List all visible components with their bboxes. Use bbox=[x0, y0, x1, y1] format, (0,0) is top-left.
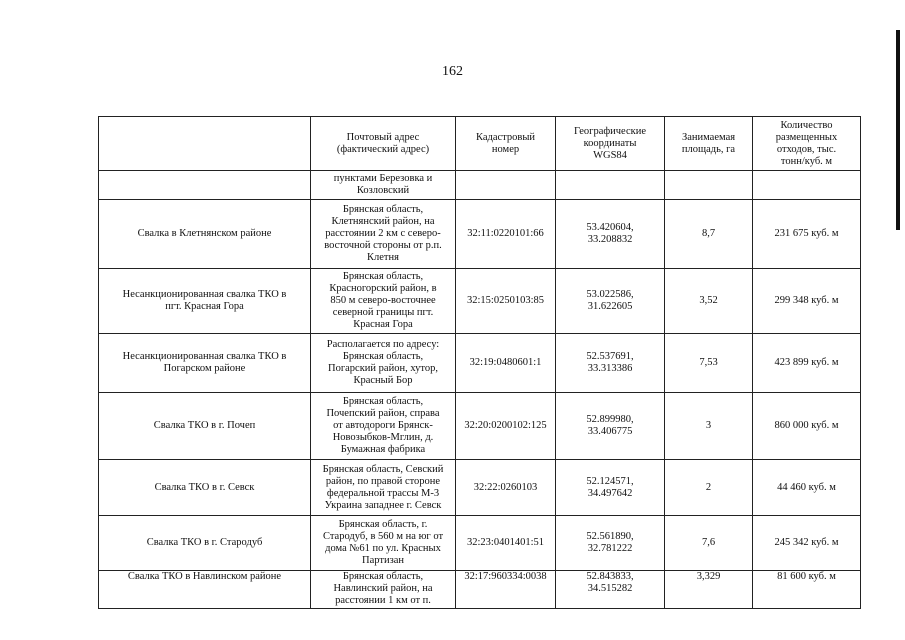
table-row bbox=[99, 460, 861, 516]
cell-line: 52.124571, bbox=[586, 475, 634, 487]
cell-line: 52.537691, bbox=[586, 351, 634, 362]
continuation-row bbox=[99, 171, 861, 200]
cell-line: 33.208832 bbox=[587, 234, 633, 245]
cell-line: Красная Гора bbox=[353, 319, 413, 330]
cell-line: Клетнянский район, на bbox=[331, 216, 435, 227]
cell-line: расстоянии 2 км с северо- bbox=[325, 228, 441, 239]
cell-line: 53.022586, bbox=[586, 289, 634, 300]
cell-name bbox=[99, 460, 311, 516]
cell-line: Бумажная фабрика bbox=[340, 444, 426, 455]
table-row bbox=[99, 571, 861, 609]
cell-name bbox=[99, 334, 311, 393]
cell-line: Новозыбков-Мглин, д. bbox=[332, 432, 434, 443]
cell-line: 32.781222 bbox=[587, 543, 633, 554]
cell-name bbox=[99, 171, 311, 200]
header-waste bbox=[753, 117, 861, 171]
cell-address bbox=[311, 393, 456, 460]
cell-line: Брянская область, г. bbox=[338, 519, 428, 530]
cell-line: Украина западнее г. Севск bbox=[324, 499, 442, 511]
cell-name bbox=[99, 516, 311, 571]
cell-line: Брянская область, bbox=[342, 396, 424, 407]
cell-cadastral: 32:20:0200102:125 bbox=[456, 393, 556, 460]
cell-cadastral: 32:17:960334:0038 bbox=[456, 571, 556, 609]
cell-line: тонн/куб. м bbox=[780, 155, 833, 167]
table-row bbox=[99, 269, 861, 334]
cell-address bbox=[311, 516, 456, 571]
scan-edge-mark bbox=[896, 30, 900, 230]
cell-coordinates bbox=[556, 200, 665, 269]
cell-line: 34.515282 bbox=[587, 583, 633, 594]
cell-cadastral: 32:11:0220101:66 bbox=[456, 200, 556, 269]
cell-line: 52.561890, bbox=[586, 531, 634, 542]
cell-line: Свалка в Клетнянском районе bbox=[137, 228, 272, 239]
cell-area: 3,52 bbox=[665, 269, 753, 334]
cell-line: WGS84 bbox=[593, 149, 627, 161]
cell-coordinates bbox=[556, 393, 665, 460]
cell-line: Почепский район, справа bbox=[326, 408, 440, 419]
cell-line: координаты bbox=[583, 137, 637, 149]
cell-line: Географические bbox=[573, 125, 647, 137]
cell-cadastral bbox=[456, 171, 556, 200]
table-row bbox=[99, 393, 861, 460]
cell-waste: 299 348 куб. м bbox=[753, 269, 861, 334]
cell-line: Почтовый адрес bbox=[346, 131, 420, 143]
cell-line: 31.622605 bbox=[587, 301, 633, 312]
cell-name bbox=[99, 200, 311, 269]
cell-line: размещенных bbox=[775, 131, 838, 143]
header-row bbox=[99, 117, 861, 171]
cell-name bbox=[99, 571, 311, 609]
cell-area: 8,7 bbox=[665, 200, 753, 269]
cell-line: Свалка ТКО в г. Севск bbox=[154, 481, 255, 493]
cell-line: 34.497642 bbox=[587, 487, 633, 499]
header-address bbox=[311, 117, 456, 171]
cell-address bbox=[311, 334, 456, 393]
cell-line: район, по правой стороне bbox=[325, 475, 441, 487]
cell-line: Клетня bbox=[367, 252, 399, 263]
cell-waste: 860 000 куб. м bbox=[753, 393, 861, 460]
cell-line: Располагается по адресу: bbox=[326, 339, 440, 350]
cell-coordinates bbox=[556, 269, 665, 334]
cell-line: 52.899980, bbox=[586, 414, 634, 425]
cell-coordinates bbox=[556, 460, 665, 516]
cell-line: восточной стороны от р.п. bbox=[324, 240, 442, 251]
cell-cadastral: 32:22:0260103 bbox=[456, 460, 556, 516]
cell-line: дома №61 по ул. Красных bbox=[325, 543, 441, 554]
cell-waste: 245 342 куб. м bbox=[753, 516, 861, 571]
cell-area: 7,6 bbox=[665, 516, 753, 571]
table-row bbox=[99, 516, 861, 571]
table-row bbox=[99, 334, 861, 393]
cell-line: пунктами Березовка и bbox=[333, 173, 433, 184]
cell-area: 7,53 bbox=[665, 334, 753, 393]
cell-name bbox=[99, 393, 311, 460]
cell-line: Погарском районе bbox=[163, 363, 246, 374]
cell-cadastral: 32:23:0401401:51 bbox=[456, 516, 556, 571]
cell-line: Козловский bbox=[356, 185, 410, 196]
cell-line: Несанкционированная свалка ТКО в bbox=[122, 351, 287, 362]
landfill-table bbox=[98, 116, 861, 609]
cell-cadastral: 32:15:0250103:85 bbox=[456, 269, 556, 334]
cell-line: 850 м северо-восточнее bbox=[330, 295, 436, 306]
cell-line: 33.313386 bbox=[587, 363, 633, 374]
cell-coordinates bbox=[556, 516, 665, 571]
cell-line: Кадастровый bbox=[475, 131, 536, 143]
header-name bbox=[99, 117, 311, 171]
cell-line: Погарский район, хутор, bbox=[328, 363, 438, 374]
cell-line: Свалка ТКО в Навлинском районе bbox=[127, 571, 282, 582]
cell-line: пгт. Красная Гора bbox=[165, 301, 244, 312]
cell-line: от автодороги Брянск- bbox=[333, 420, 433, 431]
cell-line: расстоянии 1 км от п. bbox=[335, 595, 431, 606]
cell-waste: 423 899 куб. м bbox=[753, 334, 861, 393]
cell-address bbox=[311, 460, 456, 516]
cell-line: Свалка ТКО в г. Стародуб bbox=[146, 537, 263, 548]
header-cadastral bbox=[456, 117, 556, 171]
cell-area: 3,329 bbox=[665, 571, 753, 609]
cell-waste bbox=[753, 171, 861, 200]
cell-coordinates bbox=[556, 571, 665, 609]
cell-line: Брянская область, bbox=[342, 351, 424, 362]
cell-area: 2 bbox=[665, 460, 753, 516]
cell-line: Брянская область, bbox=[342, 571, 424, 582]
page-number: 162 bbox=[442, 64, 463, 79]
cell-line: Партизан bbox=[362, 555, 404, 566]
cell-waste: 44 460 куб. м bbox=[753, 460, 861, 516]
cell-coordinates bbox=[556, 334, 665, 393]
cell-line: Количество bbox=[780, 119, 833, 131]
cell-line: площадь, га bbox=[681, 143, 736, 155]
cell-line: (фактический адрес) bbox=[336, 143, 430, 155]
cell-line: федеральной трассы М-3 bbox=[326, 487, 440, 499]
cell-line: Навлинский район, на bbox=[333, 583, 433, 594]
cell-waste: 81 600 куб. м bbox=[753, 571, 861, 609]
header-area bbox=[665, 117, 753, 171]
cell-address bbox=[311, 269, 456, 334]
cell-name bbox=[99, 269, 311, 334]
header-coordinates bbox=[556, 117, 665, 171]
cell-line: Брянская область, Севский bbox=[322, 463, 444, 475]
cell-address bbox=[311, 200, 456, 269]
cell-line: Занимаемая bbox=[681, 131, 736, 143]
cell-line: северной границы пгт. bbox=[332, 307, 434, 318]
cell-line: Брянская область, bbox=[342, 271, 424, 282]
cell-area bbox=[665, 171, 753, 200]
cell-line: 33.406775 bbox=[587, 426, 633, 437]
cell-address bbox=[311, 571, 456, 609]
cell-line: 53.420604, bbox=[586, 222, 634, 233]
cell-cadastral: 32:19:0480601:1 bbox=[456, 334, 556, 393]
cell-area: 3 bbox=[665, 393, 753, 460]
cell-waste: 231 675 куб. м bbox=[753, 200, 861, 269]
cell-line: отходов, тыс. bbox=[776, 143, 837, 155]
cell-line: Красногорский район, в bbox=[329, 283, 437, 294]
cell-address bbox=[311, 171, 456, 200]
cell-line: Брянская область, bbox=[342, 204, 424, 215]
cell-line: Несанкционированная свалка ТКО в bbox=[122, 289, 287, 300]
cell-line: Стародуб, в 560 м на юг от bbox=[322, 531, 444, 542]
cell-coordinates bbox=[556, 171, 665, 200]
cell-line: 52.843833, bbox=[586, 571, 634, 582]
cell-line: Красный Бор bbox=[353, 375, 413, 386]
table-row bbox=[99, 200, 861, 269]
cell-line: Свалка ТКО в г. Почеп bbox=[153, 420, 256, 431]
cell-line: номер bbox=[491, 143, 520, 155]
